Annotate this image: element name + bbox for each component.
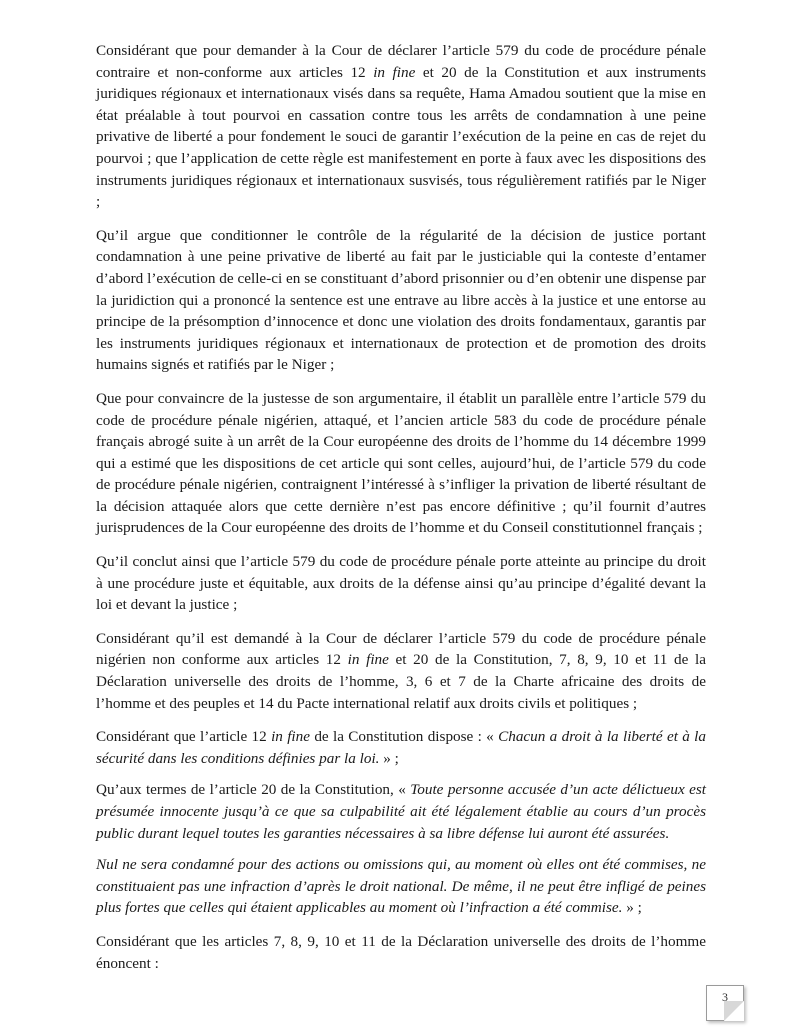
- text-run: » ;: [379, 749, 399, 767]
- text-run: » ;: [622, 899, 642, 917]
- text-run: Qu’il argue que conditionner le contrôle de la régularité de la décision de justice portant condamnation à une peine privative de liberté au fait par le justiciable qui la conteste d’entamer d’abord l’exécution de celle-ci en se constituant d’abord prisonnier ou d’en obtenir une dispense par la juridiction qui a prononcé la sentence est une entrave au libre accès à la justice et une entorse au principe de la présomption d’innocence et donc une violation des droits fondamentaux, garantis par les instruments juridiques régionaux et internationaux de protection et de promotion des droits humains signés et ratifiés par le Niger ;: [96, 226, 706, 374]
- italic-text-run: Toute personne accusée d’un acte délictueux est présumée innocente jusqu’à ce que sa culpabilité ait été légalement établie au cours d’un procès public durant lequel toutes les garanties nécessaires à sa libre défense lui auront été assurées.: [96, 781, 706, 842]
- text-run: et 20 de la Constitution, 7, 8, 9, 10 et 11 de la Déclaration universelle des droits de l’homme, 3, 6 et 7 de la Charte africaine des droits de l’homme et des peuples et 14 du Pacte international relatif aux droits civils et politiques ;: [96, 651, 706, 712]
- italic-text-run: Chacun a droit à la liberté et à la sécurité dans les conditions définies par la loi.: [96, 728, 706, 767]
- paragraph: [96, 726, 706, 769]
- text-run: Considérant que les articles 7, 8, 9, 10 et 11 de la Déclaration universelle des droits de l’homme énoncent :: [96, 932, 706, 972]
- paragraph: [96, 225, 706, 376]
- paragraph: [96, 388, 706, 539]
- italic-text-run: in fine: [373, 63, 416, 81]
- text-run: de la Constitution dispose : «: [309, 728, 499, 746]
- paragraph: [96, 40, 706, 213]
- italic-text-run: Nul ne sera condamné pour des actions ou omissions qui, au moment où elles ont été commises, ne constituaient pas une infraction d’après le droit national. De même, il ne peut être infligé de peines plus fortes que celles qui étaient applicables au moment où l’infraction a été commise.: [96, 856, 706, 917]
- text-run: Considérant que l’article 12: [96, 728, 272, 746]
- text-run: Considérant qu’il est demandé à la Cour de déclarer l’article 579 du code de procédure pénale nigérien non conforme aux articles 12: [96, 629, 706, 669]
- text-run: Qu’aux termes de l’article 20 de la Constitution, «: [96, 781, 411, 799]
- text-run: et 20 de la Constitution et aux instruments juridiques régionaux et internationaux visés dans sa requête, Hama Amadou soutient que la mise en état préalable à tout pourvoi en cassation contre tous les arrêts de condamnation à une peine privative de liberté a pour fondement le souci de garantir l’exécution de la peine en cas de rejet du pourvoi ; que l’application de cette règle est manifestement en porte à faux avec les dispositions des instruments juridiques régionaux et internationaux susvisés, tous régulièrement ratifiés par le Niger ;: [96, 63, 707, 211]
- page-curl-decoration: [724, 1001, 744, 1021]
- text-run: Que pour convaincre de la justesse de son argumentaire, il établit un parallèle entre l’article 579 du code de procédure pénale nigérien, attaqué, et l’ancien article 583 du code de procédure pénale français abrogé suite à un arrêt de la Cour européenne des droits de l’homme du 14 décembre 1999 qui a estimé que les dispositions de cet article qui sont celles, aujourd’hui, de l’article 579 du code de procédure pénale nigérien, contraignent l’intéressé à s’infliger la privation de liberté résultant de la décision attaquée alors que cette dernière n’est pas encore définitive ; qu’il fournit d’autres jurisprudences de la Cour européenne des droits de l’homme et du Conseil constitutionnel français ;: [96, 389, 706, 537]
- paragraph: [96, 779, 706, 844]
- paragraph: [96, 931, 706, 974]
- italic-text-run: in fine: [271, 728, 310, 746]
- page-number: 3: [722, 990, 728, 1004]
- text-run: Considérant que pour demander à la Cour de déclarer l’article 579 du code de procédure pénale contraire et non-conforme aux articles 12: [96, 42, 706, 81]
- text-run: Qu’il conclut ainsi que l’article 579 du code de procédure pénale porte atteinte au principe du droit à une procédure juste et équitable, aux droits de la défense ainsi qu’au principe d’égalité devant la loi et devant la justice ;: [96, 553, 706, 614]
- paragraph: [96, 628, 706, 714]
- italic-text-run: in fine: [347, 651, 389, 669]
- paragraph: [96, 854, 706, 919]
- document-body: [96, 40, 706, 986]
- page-number-box: [706, 985, 744, 1021]
- paragraph: [96, 551, 706, 616]
